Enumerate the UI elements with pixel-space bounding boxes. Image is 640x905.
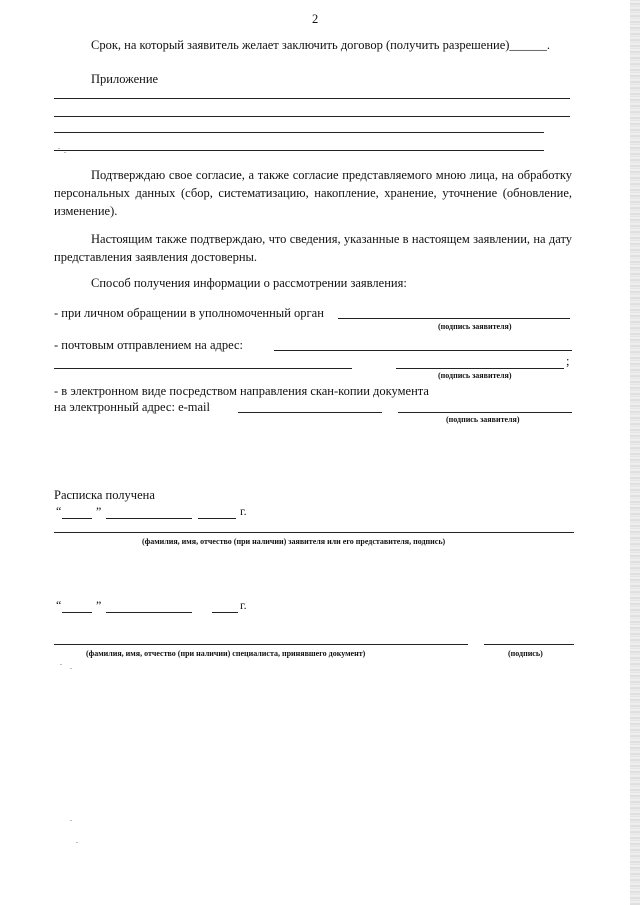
method-title: Способ получения информации о рассмотрении заявления: (91, 276, 407, 290)
appendix-label: Приложение (91, 72, 159, 86)
applicant-signature-caption-3: (подпись заявителя) (446, 415, 520, 424)
specialist-signature-line (484, 644, 574, 645)
applicant-name-line (54, 532, 574, 533)
applicant-signature-caption-2: (подпись заявителя) (438, 371, 512, 380)
date-year-line-1 (198, 518, 236, 519)
applicant-signature-caption-1: (подпись заявителя) (438, 322, 512, 331)
specialist-signature-caption: (подпись) (508, 649, 543, 658)
method-in-person: - при личном обращении в уполномоченный орган (54, 306, 324, 320)
method-post: - почтовым отправлением на адрес: (54, 338, 243, 352)
in-person-signature-line (338, 318, 570, 319)
appendix-line-1 (54, 98, 570, 99)
page-number: 2 (312, 12, 319, 26)
email-address-line (238, 412, 382, 413)
method-email-line2: на электронный адрес: e-mail (54, 400, 210, 414)
appendix-line-2 (54, 116, 570, 117)
date-month-line-2 (106, 612, 192, 613)
appendix-line-3 (54, 132, 544, 133)
email-signature-line (398, 412, 572, 413)
date-open-quote-1: “ (56, 504, 62, 518)
date-close-quote-2: ” (96, 598, 102, 612)
date-open-quote-2: “ (56, 598, 62, 612)
applicant-caption: (фамилия, имя, отчество (при наличии) заявителя или его представителя, подпись) (142, 537, 446, 546)
consent-paragraph: Подтверждаю свое согласие, а также согласие представляемого мною лица, на обработку персональных данных (сбор, систематизацию, накопление, хранение, уточнение (обновление, изменение). (54, 168, 572, 218)
date-month-line-1 (106, 518, 192, 519)
date-close-quote-1: ” (96, 504, 102, 518)
scan-speck (64, 152, 66, 153)
scan-speck (60, 664, 62, 665)
contract-term-line: Срок, на который заявитель желает заключить договор (получить разрешение)______. (91, 38, 551, 52)
year-suffix-2: г. (240, 598, 247, 612)
scan-speck (58, 148, 60, 149)
receipt-title: Расписка получена (54, 488, 155, 502)
appendix-line-4 (54, 150, 544, 151)
date-day-line-2 (62, 612, 92, 613)
scan-speck (70, 668, 72, 669)
specialist-name-line (54, 644, 468, 645)
method-email-line1: - в электронном виде посредством направления скан-копии документа (54, 384, 429, 398)
scan-speck (70, 820, 72, 821)
date-day-line-1 (62, 518, 92, 519)
post-signature-line (396, 368, 564, 369)
post-semicolon: ; (566, 354, 570, 368)
post-address-line-1 (274, 350, 572, 351)
year-suffix-1: г. (240, 504, 247, 518)
date-year-line-2 (212, 612, 238, 613)
scan-edge (630, 0, 640, 905)
scan-speck (76, 842, 78, 843)
post-address-line-2 (54, 368, 352, 369)
specialist-caption: (фамилия, имя, отчество (при наличии) специалиста, принявшего документ) (86, 649, 366, 658)
confirmation-paragraph: Настоящим также подтверждаю, что сведения, указанные в настоящем заявлении, на дату представления заявления достоверны. (54, 232, 572, 264)
